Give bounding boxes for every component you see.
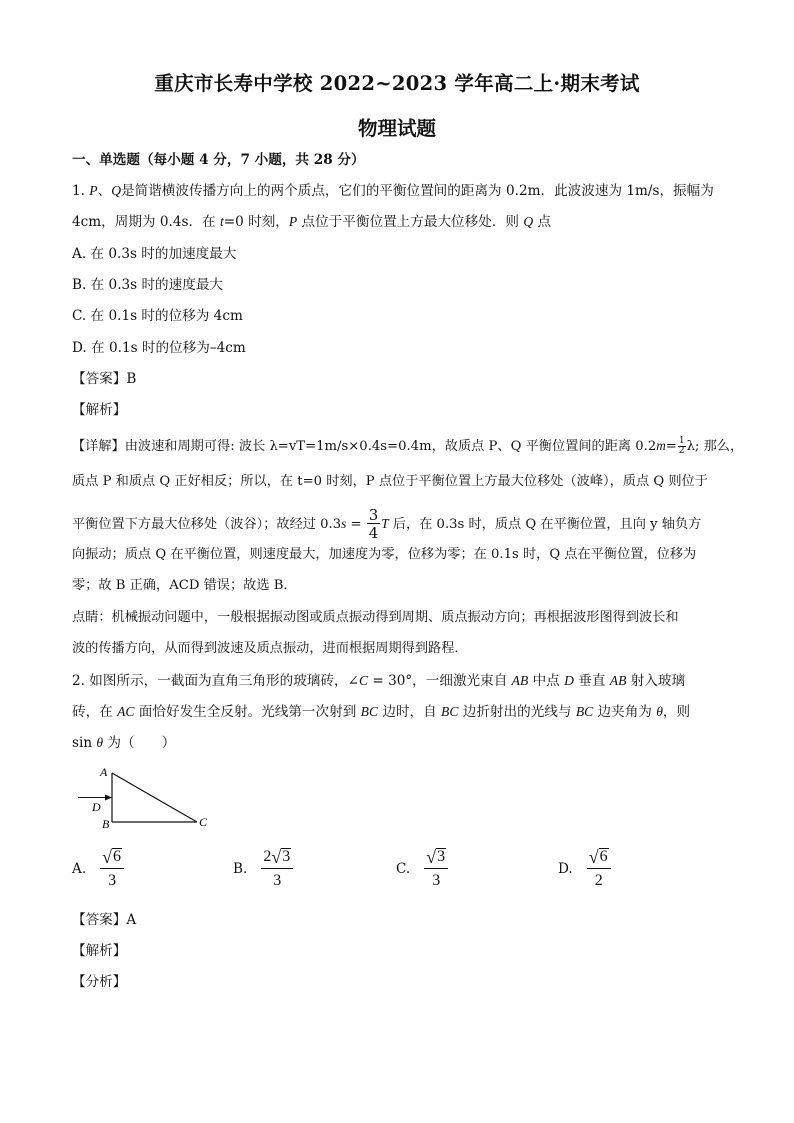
q1-option-c: C. 在 0.1s 时的位移为 4cm xyxy=(72,308,243,324)
q1-option-b: B. 在 0.3s 时的速度最大 xyxy=(72,277,224,293)
edge-ac xyxy=(112,773,197,822)
q2-stem-line1: 2. 如图所示，一截面为直角三角形的玻璃砖，∠C = 30°，一细激光束自 AB 中点 D 垂直 AB 射入玻璃 xyxy=(72,673,686,689)
q1-stem-line2: 4cm，周期为 0.4s．在 t=0 时刻，P 点位于平衡位置上方最大位移处．则 Q 点 xyxy=(72,214,552,230)
q1-comment-line2: 波的传播方向，从而得到波速及质点振动，进而根据周期得到路程． xyxy=(72,641,468,656)
q2-option-b: B. 2 √ 3 3 xyxy=(233,848,293,890)
q2-answer: 【答案】A xyxy=(72,912,137,928)
q2-stem-line3: sin θ 为（ ） xyxy=(72,735,176,751)
q1-answer: 【答案】B xyxy=(72,371,137,387)
q2-fenxi-label: 【分析】 xyxy=(72,974,127,990)
exam-title: 重庆市长寿中学校 2022~2023 学年高二上·期末考试 xyxy=(154,72,640,95)
fraction-half: $\frac{1}{2}$ xyxy=(678,436,685,456)
label-c: C xyxy=(199,815,208,829)
q1-option-a: A. 在 0.3s 时的加速度最大 xyxy=(72,246,237,262)
q1-comment-line1: 点睛：机械振动问题中，一般根据振动图或质点振动得到周期、质点振动方向；再根据波形图得到波长和 xyxy=(72,610,679,625)
q1-analysis-label: 【解析】 xyxy=(72,402,127,418)
q2-analysis-label: 【解析】 xyxy=(72,943,127,959)
q1-detail-line4: 向振动；质点 Q 在平衡位置，则速度最大，加速度为零，位移为零；在 0.1s 时，Q 点在平衡位置，位移为 xyxy=(72,547,697,562)
q2-option-d: D. √ 6 2 xyxy=(558,848,611,890)
q2-option-a: A. √ 6 3 xyxy=(72,848,124,890)
exam-subtitle: 物理试题 xyxy=(357,117,436,140)
q2-stem-line2: 砖，在 AC 面恰好发生全反射。光线第一次射到 BC 边时，自 BC 边折射出的光线与 BC 边夹角为 θ，则 xyxy=(72,704,691,720)
triangle-figure xyxy=(72,762,222,834)
laser-arrow-icon xyxy=(105,795,112,801)
q1-option-d: D. 在 0.1s 时的位移为–4cm xyxy=(72,340,246,356)
q1-detail-line2: 质点 P 和质点 Q 正好相反；所以，在 t=0 时刻，P 点位于平衡位置上方最大位移处（波峰），质点 Q 则位于 xyxy=(72,474,708,489)
q1-detail-line3: 平衡位置下方最大位移处（波谷）；故经过 0.3s = $\frac{3}{4}$ T 后，在 0.3s 时，质点 Q 在平衡位置，且向 y 轴负方 xyxy=(72,506,702,542)
label-b: B xyxy=(102,817,110,831)
q2-option-c: C. √ 3 3 xyxy=(396,848,448,890)
label-a: A xyxy=(100,765,108,779)
q1-detail-line1: 【详解】由波速和周期可得: 波长 λ=vT=1m/s×0.4s=0.4m，故质点 P、Q 平衡位置间的距离 0.2m= $\frac{1}{2}$ λ; 那么， xyxy=(72,436,744,456)
q1-stem-line1: 1. P、Q是简谐横波传播方向上的两个质点，它们的平衡位置间的距离为 0.2m．此波波速为 1m/s，振幅为 xyxy=(72,183,714,199)
section-heading: 一、单选题（每小题 4 分，7 小题，共 28 分） xyxy=(72,152,365,168)
label-d: D xyxy=(92,800,101,814)
q1-detail-line5: 零；故 B 正确，ACD 错误；故选 B． xyxy=(72,578,297,593)
fraction-three-quarters: $\frac{3}{4}$ xyxy=(368,506,379,542)
